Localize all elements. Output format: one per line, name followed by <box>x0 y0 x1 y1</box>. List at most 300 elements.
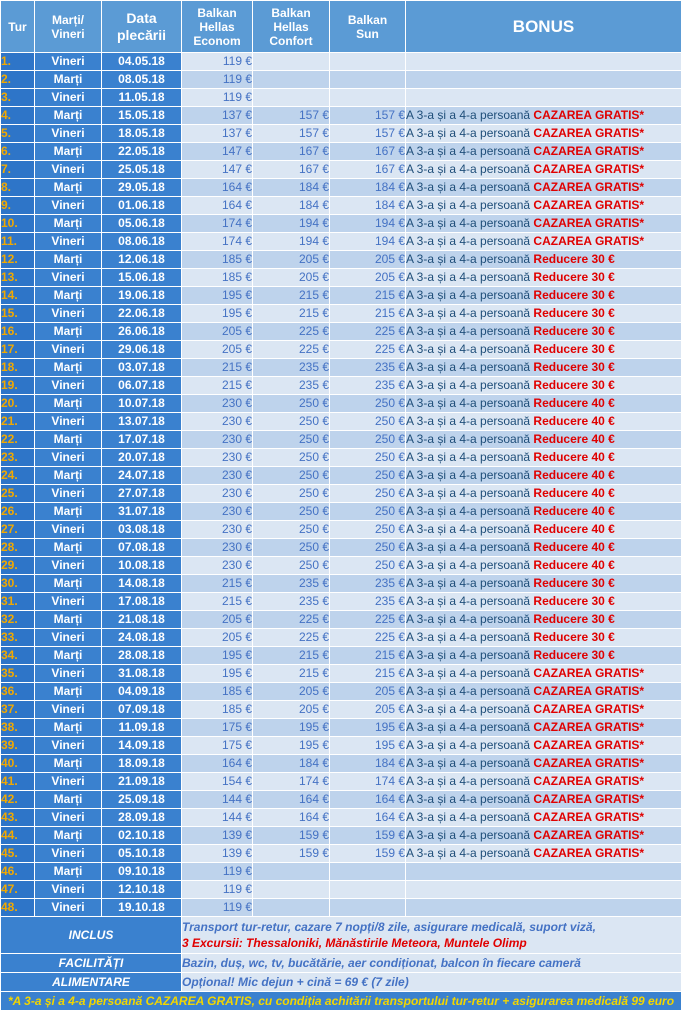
tur-number: 18. <box>1 359 35 377</box>
bonus-cell <box>406 395 681 413</box>
bonus-highlight: Reducere 30 € <box>533 648 615 662</box>
price-sun: 167 € <box>330 161 406 179</box>
weekday: Vineri <box>35 89 102 107</box>
bonus-prefix: A 3-a și a 4-a persoană <box>406 198 534 212</box>
bonus-highlight: Reducere 40 € <box>533 522 615 536</box>
departure-date: 06.07.18 <box>102 377 182 395</box>
price-econom: 119 € <box>182 71 253 89</box>
tur-number: 48. <box>1 899 35 917</box>
bonus-prefix: A 3-a și a 4-a persoană <box>406 378 534 392</box>
tur-number: 38. <box>1 719 35 737</box>
price-confort: 250 € <box>253 467 330 485</box>
weekday: Vineri <box>35 881 102 899</box>
bonus-highlight: Reducere 40 € <box>533 414 615 428</box>
price-confort: 159 € <box>253 845 330 863</box>
price-sun <box>330 71 406 89</box>
tur-number: 30. <box>1 575 35 593</box>
weekday: Marți <box>35 539 102 557</box>
price-confort <box>253 881 330 899</box>
price-confort: 225 € <box>253 611 330 629</box>
departure-date: 09.10.18 <box>102 863 182 881</box>
price-confort: 195 € <box>253 719 330 737</box>
tur-number: 37. <box>1 701 35 719</box>
tur-number: 13. <box>1 269 35 287</box>
departure-date: 04.05.18 <box>102 53 182 71</box>
bonus-prefix: A 3-a și a 4-a persoană <box>406 324 534 338</box>
bonus-cell <box>406 827 681 845</box>
bonus-highlight: Reducere 30 € <box>533 360 615 374</box>
price-econom: 230 € <box>182 521 253 539</box>
tur-number: 27. <box>1 521 35 539</box>
departure-date: 25.09.18 <box>102 791 182 809</box>
bonus-cell <box>406 143 681 161</box>
price-sun <box>330 881 406 899</box>
price-confort: 250 € <box>253 395 330 413</box>
price-confort: 205 € <box>253 683 330 701</box>
table-row <box>1 557 681 575</box>
alimentare-label: ALIMENTARE <box>1 973 182 992</box>
weekday: Marți <box>35 719 102 737</box>
bonus-cell <box>406 845 681 863</box>
tur-number: 34. <box>1 647 35 665</box>
bonus-prefix: A 3-a și a 4-a persoană <box>406 360 534 374</box>
departure-date: 17.07.18 <box>102 431 182 449</box>
price-confort: 184 € <box>253 179 330 197</box>
bonus-highlight: CAZAREA GRATIS* <box>533 846 645 860</box>
bonus-prefix: A 3-a și a 4-a persoană <box>406 414 534 428</box>
bonus-highlight: Reducere 40 € <box>533 468 615 482</box>
departure-date: 11.05.18 <box>102 89 182 107</box>
weekday: Vineri <box>35 305 102 323</box>
table-row <box>1 233 681 251</box>
weekday: Vineri <box>35 449 102 467</box>
bonus-cell <box>406 737 681 755</box>
bonus-prefix: A 3-a și a 4-a persoană <box>406 108 534 122</box>
inclus-value <box>182 917 681 954</box>
table-body <box>1 53 681 917</box>
bonus-prefix: A 3-a și a 4-a persoană <box>406 288 534 302</box>
bonus-prefix: A 3-a și a 4-a persoană <box>406 180 534 194</box>
bonus-prefix: A 3-a și a 4-a persoană <box>406 504 534 518</box>
price-sun: 215 € <box>330 665 406 683</box>
tur-number: 46. <box>1 863 35 881</box>
bonus-cell <box>406 269 681 287</box>
table-row <box>1 431 681 449</box>
departure-date: 03.07.18 <box>102 359 182 377</box>
price-confort: 194 € <box>253 215 330 233</box>
tur-number: 36. <box>1 683 35 701</box>
price-sun: 250 € <box>330 395 406 413</box>
weekday: Marți <box>35 107 102 125</box>
price-sun: 194 € <box>330 233 406 251</box>
bonus-cell <box>406 215 681 233</box>
bonus-cell <box>406 719 681 737</box>
tur-number: 22. <box>1 431 35 449</box>
departure-date: 01.06.18 <box>102 197 182 215</box>
price-confort: 159 € <box>253 827 330 845</box>
price-confort: 250 € <box>253 431 330 449</box>
bonus-cell <box>406 755 681 773</box>
table-row <box>1 683 681 701</box>
weekday: Vineri <box>35 737 102 755</box>
table-row <box>1 611 681 629</box>
price-econom: 147 € <box>182 143 253 161</box>
departure-date: 22.05.18 <box>102 143 182 161</box>
price-sun: 250 € <box>330 413 406 431</box>
price-sun: 164 € <box>330 791 406 809</box>
tur-number: 7. <box>1 161 35 179</box>
price-sun: 235 € <box>330 359 406 377</box>
tur-number: 35. <box>1 665 35 683</box>
price-sun: 159 € <box>330 827 406 845</box>
bonus-highlight: CAZAREA GRATIS* <box>533 774 645 788</box>
bonus-cell <box>406 881 681 899</box>
price-econom: 205 € <box>182 611 253 629</box>
table-row <box>1 179 681 197</box>
departure-date: 05.06.18 <box>102 215 182 233</box>
price-sun: 250 € <box>330 467 406 485</box>
weekday: Marți <box>35 251 102 269</box>
bonus-highlight: CAZAREA GRATIS* <box>533 144 645 158</box>
departure-date: 08.05.18 <box>102 71 182 89</box>
bonus-prefix: A 3-a și a 4-a persoană <box>406 756 534 770</box>
price-sun: 184 € <box>330 179 406 197</box>
price-sun: 250 € <box>330 503 406 521</box>
bonus-highlight: Reducere 40 € <box>533 504 615 518</box>
departure-date: 20.07.18 <box>102 449 182 467</box>
departure-date: 11.09.18 <box>102 719 182 737</box>
bonus-cell <box>406 809 681 827</box>
tur-number: 8. <box>1 179 35 197</box>
bonus-cell <box>406 557 681 575</box>
bonus-cell <box>406 899 681 917</box>
bonus-prefix: A 3-a și a 4-a persoană <box>406 522 534 536</box>
table-row <box>1 215 681 233</box>
footer-row-alimentare <box>1 973 681 992</box>
table-row <box>1 305 681 323</box>
price-econom: 215 € <box>182 575 253 593</box>
departure-date: 12.10.18 <box>102 881 182 899</box>
departure-date: 15.05.18 <box>102 107 182 125</box>
price-econom: 139 € <box>182 845 253 863</box>
bonus-cell <box>406 773 681 791</box>
bonus-highlight: CAZAREA GRATIS* <box>533 684 645 698</box>
table-row <box>1 449 681 467</box>
tur-number: 25. <box>1 485 35 503</box>
bonus-cell <box>406 305 681 323</box>
bonus-prefix: A 3-a și a 4-a persoană <box>406 576 534 590</box>
bonus-prefix: A 3-a și a 4-a persoană <box>406 612 534 626</box>
weekday: Marți <box>35 575 102 593</box>
price-sun: 235 € <box>330 377 406 395</box>
tur-number: 11. <box>1 233 35 251</box>
price-sun: 205 € <box>330 269 406 287</box>
price-econom: 119 € <box>182 89 253 107</box>
departure-date: 28.09.18 <box>102 809 182 827</box>
weekday: Vineri <box>35 845 102 863</box>
price-confort: 205 € <box>253 269 330 287</box>
weekday: Marți <box>35 359 102 377</box>
price-econom: 230 € <box>182 503 253 521</box>
price-confort: 205 € <box>253 701 330 719</box>
weekday: Marți <box>35 863 102 881</box>
price-sun: 235 € <box>330 575 406 593</box>
tur-number: 10. <box>1 215 35 233</box>
table-row <box>1 791 681 809</box>
table-row <box>1 701 681 719</box>
weekday: Vineri <box>35 809 102 827</box>
price-sun: 250 € <box>330 521 406 539</box>
price-confort: 235 € <box>253 593 330 611</box>
price-econom: 175 € <box>182 719 253 737</box>
bonus-highlight: Reducere 40 € <box>533 450 615 464</box>
bonus-prefix: A 3-a și a 4-a persoană <box>406 648 534 662</box>
bonus-highlight: Reducere 30 € <box>533 378 615 392</box>
departure-date: 17.08.18 <box>102 593 182 611</box>
tur-number: 14. <box>1 287 35 305</box>
inclus-label: INCLUS <box>1 917 182 954</box>
price-sun: 225 € <box>330 323 406 341</box>
departure-date: 21.08.18 <box>102 611 182 629</box>
bonus-highlight: Reducere 30 € <box>533 252 615 266</box>
price-econom: 137 € <box>182 125 253 143</box>
departure-date: 13.07.18 <box>102 413 182 431</box>
weekday: Vineri <box>35 701 102 719</box>
price-confort: 195 € <box>253 737 330 755</box>
departure-date: 31.08.18 <box>102 665 182 683</box>
price-sun: 157 € <box>330 125 406 143</box>
tur-number: 5. <box>1 125 35 143</box>
bonus-highlight: CAZAREA GRATIS* <box>533 792 645 806</box>
table-row <box>1 413 681 431</box>
price-sun: 194 € <box>330 215 406 233</box>
table-row <box>1 89 681 107</box>
col-header-bonus: BONUS <box>406 1 681 53</box>
bonus-cell <box>406 251 681 269</box>
departure-date: 24.07.18 <box>102 467 182 485</box>
price-sun <box>330 899 406 917</box>
footer-row-inclus <box>1 917 681 954</box>
weekday: Vineri <box>35 899 102 917</box>
table-header-row <box>1 1 681 53</box>
price-econom: 147 € <box>182 161 253 179</box>
price-sun: 225 € <box>330 629 406 647</box>
price-confort: 174 € <box>253 773 330 791</box>
price-confort: 205 € <box>253 251 330 269</box>
bonus-prefix: A 3-a și a 4-a persoană <box>406 594 534 608</box>
weekday: Marți <box>35 395 102 413</box>
bonus-cell <box>406 449 681 467</box>
departure-date: 07.09.18 <box>102 701 182 719</box>
weekday: Vineri <box>35 377 102 395</box>
departure-date: 18.09.18 <box>102 755 182 773</box>
bonus-prefix: A 3-a și a 4-a persoană <box>406 432 534 446</box>
bonus-cell <box>406 629 681 647</box>
price-sun: 225 € <box>330 341 406 359</box>
tur-number: 39. <box>1 737 35 755</box>
price-econom: 119 € <box>182 881 253 899</box>
tur-number: 24. <box>1 467 35 485</box>
tur-number: 31. <box>1 593 35 611</box>
tur-number: 40. <box>1 755 35 773</box>
facilitati-value: Bazin, duș, wc, tv, bucătărie, aer condiționat, balcon în fiecare cameră <box>182 954 681 973</box>
footnote: *A 3-a și a 4-a persoană CAZAREA GRATIS, cu condiția achitării transportului tur-retur + asigurarea medicală 99 euro <box>1 992 681 1011</box>
col-header-econom: Balkan Hellas Econom <box>182 1 253 53</box>
bonus-highlight: CAZAREA GRATIS* <box>533 666 645 680</box>
tur-number: 1. <box>1 53 35 71</box>
tur-number: 17. <box>1 341 35 359</box>
table-row <box>1 341 681 359</box>
price-sun <box>330 863 406 881</box>
bonus-highlight: CAZAREA GRATIS* <box>533 198 645 212</box>
bonus-cell <box>406 89 681 107</box>
tur-number: 43. <box>1 809 35 827</box>
bonus-cell <box>406 179 681 197</box>
weekday: Marți <box>35 503 102 521</box>
departure-date: 08.06.18 <box>102 233 182 251</box>
price-sun: 205 € <box>330 251 406 269</box>
bonus-prefix: A 3-a și a 4-a persoană <box>406 342 534 356</box>
price-econom: 174 € <box>182 215 253 233</box>
bonus-cell <box>406 575 681 593</box>
bonus-prefix: A 3-a și a 4-a persoană <box>406 252 534 266</box>
tur-number: 20. <box>1 395 35 413</box>
departure-date: 04.09.18 <box>102 683 182 701</box>
price-sun: 205 € <box>330 683 406 701</box>
bonus-cell <box>406 377 681 395</box>
price-econom: 185 € <box>182 683 253 701</box>
price-econom: 230 € <box>182 539 253 557</box>
price-econom: 175 € <box>182 737 253 755</box>
weekday: Marți <box>35 71 102 89</box>
price-confort: 225 € <box>253 341 330 359</box>
weekday: Vineri <box>35 53 102 71</box>
price-econom: 185 € <box>182 251 253 269</box>
price-sun: 225 € <box>330 611 406 629</box>
weekday: Vineri <box>35 773 102 791</box>
weekday: Marți <box>35 287 102 305</box>
weekday: Marți <box>35 755 102 773</box>
price-sun: 195 € <box>330 719 406 737</box>
bonus-highlight: CAZAREA GRATIS* <box>533 126 645 140</box>
table-row <box>1 773 681 791</box>
price-sun: 250 € <box>330 449 406 467</box>
price-econom: 215 € <box>182 359 253 377</box>
price-econom: 139 € <box>182 827 253 845</box>
bonus-cell <box>406 665 681 683</box>
price-confort <box>253 71 330 89</box>
weekday: Vineri <box>35 197 102 215</box>
bonus-prefix: A 3-a și a 4-a persoană <box>406 270 534 284</box>
departure-date: 29.06.18 <box>102 341 182 359</box>
tur-number: 32. <box>1 611 35 629</box>
bonus-prefix: A 3-a și a 4-a persoană <box>406 396 534 410</box>
price-confort: 250 € <box>253 485 330 503</box>
bonus-highlight: Reducere 40 € <box>533 540 615 554</box>
col-header-confort: Balkan Hellas Confort <box>253 1 330 53</box>
price-sun: 167 € <box>330 143 406 161</box>
bonus-cell <box>406 107 681 125</box>
price-confort: 164 € <box>253 791 330 809</box>
departure-date: 02.10.18 <box>102 827 182 845</box>
price-sun <box>330 89 406 107</box>
weekday: Vineri <box>35 665 102 683</box>
bonus-prefix: A 3-a și a 4-a persoană <box>406 630 534 644</box>
bonus-cell <box>406 341 681 359</box>
tur-number: 29. <box>1 557 35 575</box>
table-row <box>1 575 681 593</box>
col-header-tur: Tur <box>1 1 35 53</box>
table-row <box>1 521 681 539</box>
bonus-highlight: CAZAREA GRATIS* <box>533 234 645 248</box>
table-row <box>1 287 681 305</box>
table-row <box>1 845 681 863</box>
price-econom: 215 € <box>182 593 253 611</box>
departure-date: 12.06.18 <box>102 251 182 269</box>
price-sun: 157 € <box>330 107 406 125</box>
bonus-highlight: CAZAREA GRATIS* <box>533 756 645 770</box>
price-econom: 137 € <box>182 107 253 125</box>
table-row <box>1 719 681 737</box>
bonus-cell <box>406 359 681 377</box>
weekday: Vineri <box>35 125 102 143</box>
price-sun: 184 € <box>330 755 406 773</box>
bonus-cell <box>406 701 681 719</box>
departure-date: 29.05.18 <box>102 179 182 197</box>
bonus-highlight: Reducere 30 € <box>533 342 615 356</box>
bonus-highlight: CAZAREA GRATIS* <box>533 828 645 842</box>
price-econom: 144 € <box>182 809 253 827</box>
tur-number: 16. <box>1 323 35 341</box>
bonus-prefix: A 3-a și a 4-a persoană <box>406 450 534 464</box>
table-row <box>1 467 681 485</box>
price-confort <box>253 89 330 107</box>
price-confort: 250 € <box>253 557 330 575</box>
price-econom: 185 € <box>182 269 253 287</box>
bonus-highlight: Reducere 30 € <box>533 612 615 626</box>
price-confort: 167 € <box>253 161 330 179</box>
price-confort <box>253 53 330 71</box>
bonus-highlight: CAZAREA GRATIS* <box>533 162 645 176</box>
weekday: Marți <box>35 143 102 161</box>
bonus-prefix: A 3-a și a 4-a persoană <box>406 666 534 680</box>
bonus-cell <box>406 233 681 251</box>
inclus-line2: 3 Excursii: Thessaloniki, Mănăstirile Meteora, Muntele Olimp <box>182 936 527 950</box>
table-row <box>1 629 681 647</box>
bonus-cell <box>406 323 681 341</box>
table-row <box>1 647 681 665</box>
price-confort: 157 € <box>253 125 330 143</box>
bonus-highlight: Reducere 40 € <box>533 558 615 572</box>
price-econom: 119 € <box>182 863 253 881</box>
departure-date: 21.09.18 <box>102 773 182 791</box>
bonus-prefix: A 3-a și a 4-a persoană <box>406 540 534 554</box>
tur-number: 21. <box>1 413 35 431</box>
price-econom: 215 € <box>182 377 253 395</box>
bonus-highlight: CAZAREA GRATIS* <box>533 702 645 716</box>
departure-date: 24.08.18 <box>102 629 182 647</box>
price-confort: 235 € <box>253 377 330 395</box>
departure-date: 15.06.18 <box>102 269 182 287</box>
price-econom: 195 € <box>182 305 253 323</box>
bonus-cell <box>406 125 681 143</box>
departure-date: 31.07.18 <box>102 503 182 521</box>
table-row <box>1 395 681 413</box>
bonus-prefix: A 3-a și a 4-a persoană <box>406 162 534 176</box>
price-confort: 225 € <box>253 323 330 341</box>
table-row <box>1 755 681 773</box>
bonus-highlight: Reducere 30 € <box>533 306 615 320</box>
